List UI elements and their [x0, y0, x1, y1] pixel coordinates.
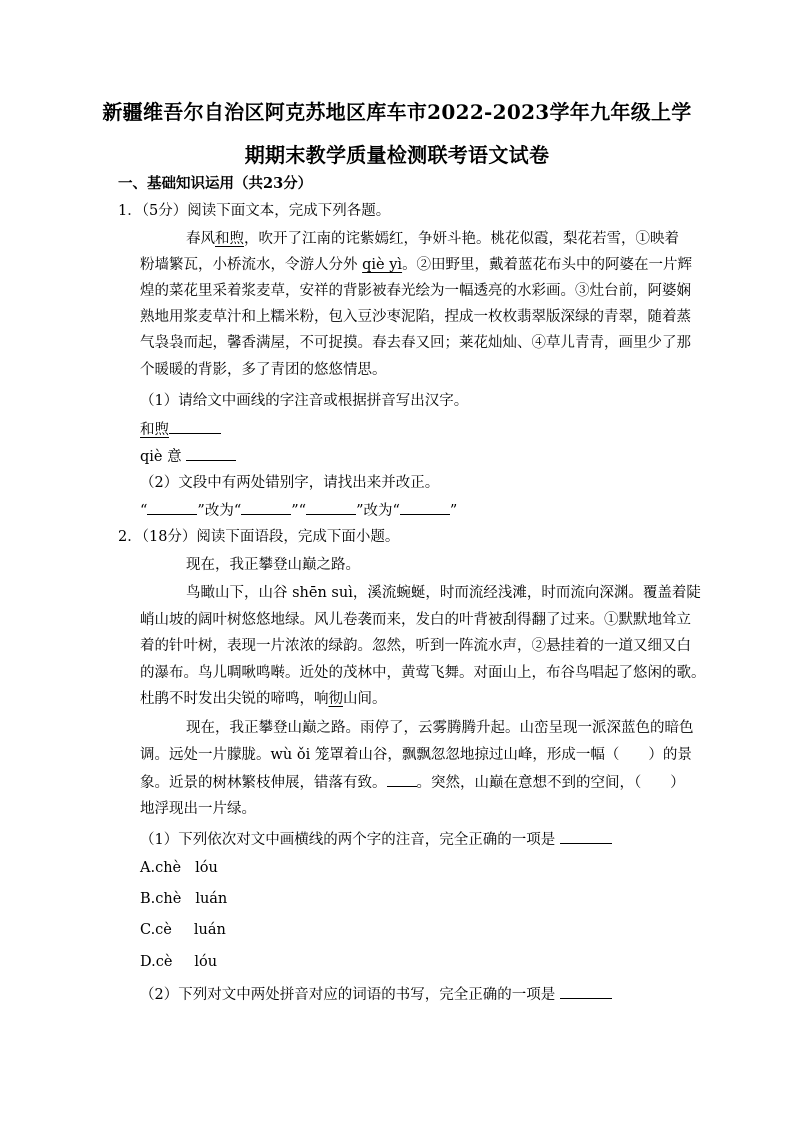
- q2-sub1: （1）下列依次对文中画横线的两个字的注音，完全正确的一项是: [140, 829, 612, 850]
- question-2-heading: 2．（18分）阅读下面语段，完成下面小题。: [118, 529, 400, 545]
- q1-correction-row: “ ”改为“ ”“ ”改为“ ”: [140, 500, 457, 521]
- option-b[interactable]: B.chè luán: [140, 891, 228, 907]
- underlined-word: 和煦: [215, 231, 244, 247]
- q1-paragraph-line: 个暖暖的背影，多了青团的悠悠情思。: [140, 362, 387, 378]
- q2-paragraph-line: 现在，我正攀登山巅之路。雨停了，云雾腾腾升起。山峦呈现一派深蓝色的暗色: [186, 720, 694, 736]
- section-heading: 一、基础知识运用（共23分）: [118, 175, 313, 192]
- option-c[interactable]: C.cè luán: [140, 922, 226, 938]
- q2-paragraph-line: 杜鹃不时发出尖锐的啼鸣，响彻山间。: [140, 691, 387, 707]
- answer-blank[interactable]: [560, 829, 612, 844]
- option-d[interactable]: D.cè lóu: [140, 954, 218, 970]
- q1-sub1: （1）请给文中画线的字注音或根据拼音写出汉字。: [140, 393, 469, 409]
- q2-paragraph-line: 的瀑布。鸟儿啁啾鸣啭。近处的茂林中，黄莺飞舞。对面山上，布谷鸟唱起了悠闲的歌。: [140, 665, 706, 681]
- q2-paragraph-line: 调。远处一片朦胧。wù ǒi 笼罩着山谷，飘飘忽忽地掠过山峰，形成一幅（ ）的景: [140, 747, 692, 763]
- q2-paragraph-line: 地浮现出一片绿。: [140, 801, 256, 817]
- exam-title-line2: 期期末教学质量检测联考语文试卷: [244, 143, 550, 167]
- q1-fill-1: 和煦: [140, 419, 221, 440]
- q1-paragraph-line: 春风和煦，吹开了江南的诧紫嫣红，争妍斗艳。桃花似霞，梨花若雪，①映着: [186, 231, 679, 247]
- q1-paragraph-line: 气袅袅而起，馨香满屋，不可捉摸。春去春又回；莱花灿灿、④草儿青青，画里少了那: [140, 335, 691, 351]
- q1-fill-2: qiè 意: [140, 446, 236, 467]
- answer-blank[interactable]: [560, 984, 612, 999]
- answer-blank[interactable]: [241, 500, 291, 515]
- underlined-word: 彻: [328, 691, 343, 707]
- q2-paragraph-line: 鸟瞰山下，山谷 shēn suì，溪流蜿蜒，时而流经浅滩，时而流向深渊。覆盖着陡: [186, 585, 701, 601]
- answer-blank[interactable]: [169, 419, 221, 434]
- answer-blank[interactable]: [387, 772, 417, 787]
- answer-blank[interactable]: [147, 500, 197, 515]
- answer-blank[interactable]: [306, 500, 356, 515]
- q2-paragraph-line: 现在，我正攀登山巅之路。: [186, 557, 360, 573]
- answer-blank[interactable]: [400, 500, 450, 515]
- q1-sub2: （2）文段中有两处错别字，请找出来并改正。: [140, 475, 440, 491]
- answer-blank[interactable]: [186, 446, 236, 461]
- exam-title-line1: 新疆维吾尔自治区阿克苏地区库车市2022-2023学年九年级上学: [102, 100, 692, 124]
- q1-paragraph-line: 熟地用浆麦草汁和上糯米粉，包入豆沙枣泥陷，捏成一枚枚翡翠版深绿的青翠，随着蒸: [140, 309, 691, 325]
- q2-paragraph-line: 峭山坡的阔叶树悠悠地绿。风儿卷袭而来，发白的叶背被刮得翻了过来。①默默地耸立: [140, 612, 691, 628]
- q1-paragraph-line: 粉墙繁瓦，小桥流水，令游人分外 qiè yì。②田野里，戴着蓝花布头中的阿婆在一片辉: [140, 257, 693, 273]
- question-1-heading: 1．（5分）阅读下面文本，完成下列各题。: [118, 203, 391, 219]
- pinyin-underlined: qiè yì: [362, 257, 403, 273]
- q2-paragraph-line: 象。近景的树林繁枝伸展，错落有致。 。突然，山巅在意想不到的空间，（ ）: [140, 772, 685, 793]
- q1-paragraph-line: 煌的菜花里采着浆麦草，安祥的背影被春光绘为一幅透亮的水彩画。③灶台前，阿婆娴: [140, 283, 691, 299]
- q2-sub2: （2）下列对文中两处拼音对应的词语的书写，完全正确的一项是: [140, 984, 612, 1005]
- q2-paragraph-line: 着的针叶树，表现一片浓浓的绿韵。忽然，听到一阵流水声，②悬挂着的一道又细又白: [140, 638, 691, 654]
- option-a[interactable]: A.chè lóu: [140, 860, 218, 876]
